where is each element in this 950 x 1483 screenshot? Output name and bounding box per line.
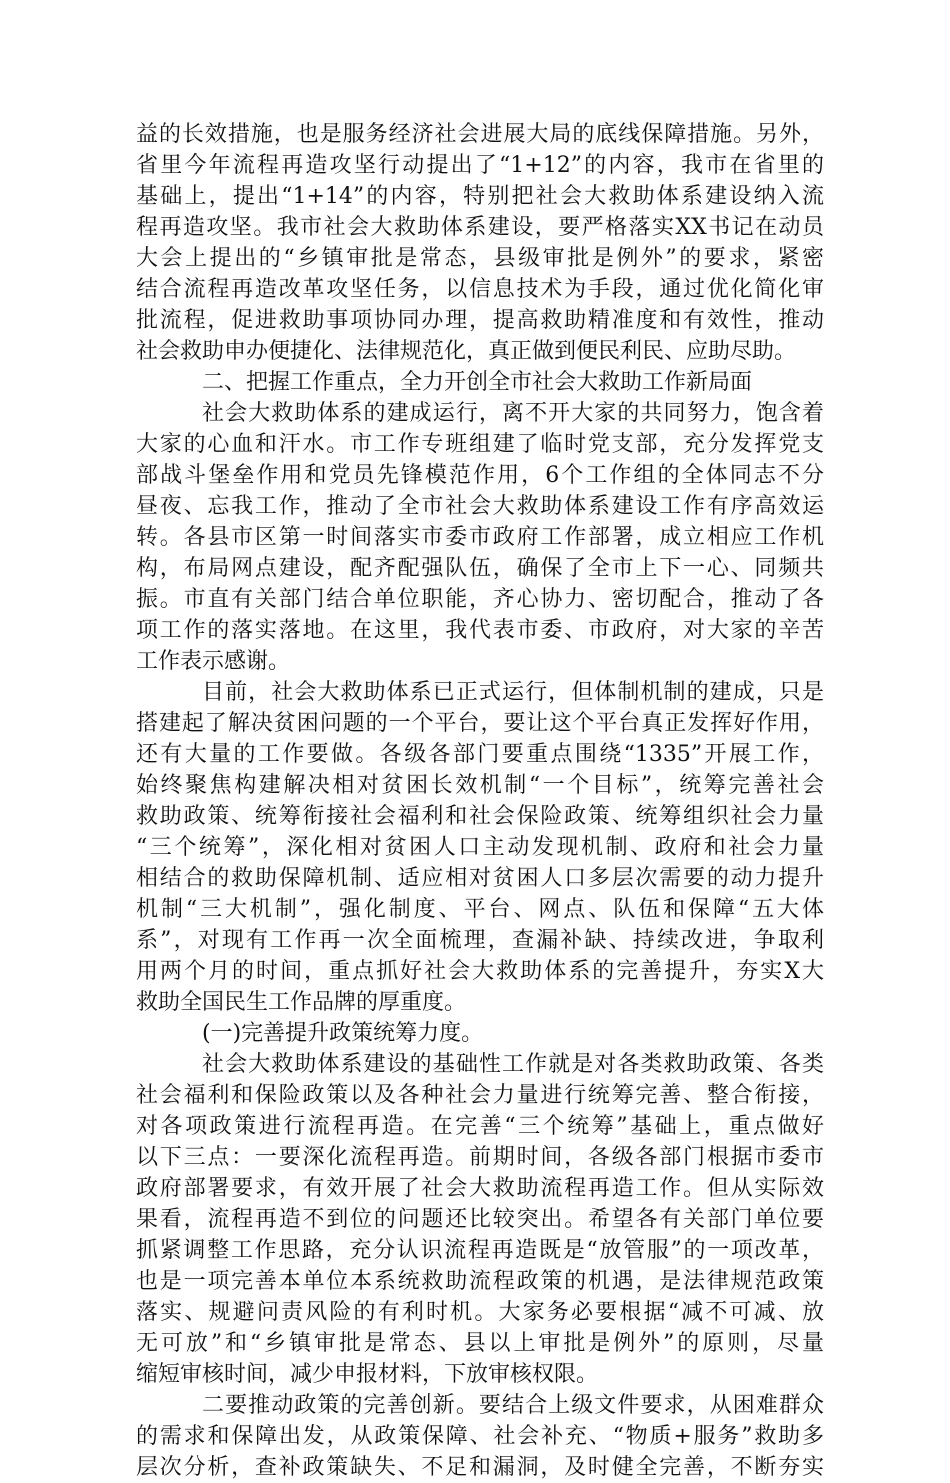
- text-line: 大会上提出的“乡镇审批是常态，县级审批是例外”的要求，紧密: [136, 246, 824, 271]
- text-line: 救助全国民生工作品牌的厚重度。: [136, 990, 467, 1015]
- text-line: 部战斗堡垒作用和党员先锋模范作用，6个工作组的全体同志不分: [136, 463, 824, 488]
- text-line: 项工作的落实落地。在这里，我代表市委、市政府，对大家的辛苦: [136, 618, 824, 643]
- text-line: 社会救助申办便捷化、法律规范化，真正做到便民利民、应助尽助。: [136, 339, 797, 364]
- text-line: 二、把握工作重点，全力开创全市社会大救助工作新局面: [202, 370, 753, 395]
- text-line: “三个统筹”，深化相对贫困人口主动发现机制、政府和社会力量: [136, 835, 824, 860]
- text-line: 大家的心血和汗水。市工作专班组建了临时党支部，充分发挥党支: [136, 432, 824, 457]
- text-line: 也是一项完善本单位本系统救助流程政策的机遇，是法律规范政策: [136, 1269, 824, 1294]
- text-line: 抓紧调整工作思路，充分认识流程再造既是“放管服”的一项改革，: [136, 1238, 824, 1263]
- text-line: 昼夜、忘我工作，推动了全市社会大救助体系建设工作有序高效运: [136, 494, 824, 519]
- text-line: 政府部署要求，有效开展了社会大救助流程再造工作。但从实际效: [136, 1176, 824, 1201]
- document-body: [136, 119, 824, 1483]
- text-line: 程再造攻坚。我市社会大救助体系建设，要严格落实XX书记在动员: [136, 215, 824, 240]
- text-line: 振。市直有关部门结合单位职能，齐心协力、密切配合，推动了各: [136, 587, 824, 612]
- text-line: 转。各县市区第一时间落实市委市政府工作部署，成立相应工作机: [136, 525, 824, 550]
- text-line: 结合流程再造改革攻坚任务，以信息技术为手段，通过优化简化审: [136, 277, 824, 302]
- text-line: 相结合的救助保障机制、适应相对贫困人口多层次需要的动力提升: [136, 866, 824, 891]
- text-line: 始终聚焦构建解决相对贫困长效机制“一个目标”，统筹完善社会: [136, 773, 824, 798]
- text-line: 还有大量的工作要做。各级各部门要重点围绕“1335”开展工作，: [136, 742, 824, 767]
- text-line: 社会大救助体系的建成运行，离不开大家的共同努力，饱含着: [202, 401, 824, 426]
- text-line: 用两个月的时间，重点抓好社会大救助体系的完善提升，夯实X大: [136, 959, 824, 984]
- text-line: 对各项政策进行流程再造。在完善“三个统筹”基础上，重点做好: [136, 1114, 824, 1139]
- text-line: 构，布局网点建设，配齐配强队伍，确保了全市上下一心、同频共: [136, 556, 824, 581]
- text-line: 目前，社会大救助体系已正式运行，但体制机制的建成，只是: [202, 680, 824, 705]
- text-line: 救助政策、统筹衔接社会福利和社会保险政策、统筹组织社会力量: [136, 804, 824, 829]
- text-line: 无可放”和“乡镇审批是常态、县以上审批是例外”的原则，尽量: [136, 1331, 824, 1356]
- text-line: 的需求和保障出发，从政策保障、社会补充、“物质+服务”救助多: [136, 1424, 824, 1449]
- text-line: 以下三点：一要深化流程再造。前期时间，各级各部门根据市委市: [136, 1145, 824, 1170]
- text-line: 社会大救助体系建设的基础性工作就是对各类救助政策、各类: [202, 1052, 824, 1077]
- text-line: 机制“三大机制”，强化制度、平台、网点、队伍和保障“五大体: [136, 897, 824, 922]
- text-line: (一)完善提升政策统筹力度。: [202, 1021, 484, 1046]
- text-line: 层次分析，查补政策缺失、不足和漏洞，及时健全完善，不断夯实: [136, 1455, 824, 1480]
- text-line: 益的长效措施，也是服务经济社会进展大局的底线保障措施。另外，: [136, 122, 824, 147]
- text-line: 批流程，促进救助事项协同办理，提高救助精准度和有效性，推动: [136, 308, 824, 333]
- text-line: 果看，流程再造不到位的问题还比较突出。希望各有关部门单位要: [136, 1207, 824, 1232]
- text-line: 工作表示感谢。: [136, 649, 291, 674]
- text-line: 社会福利和保险政策以及各种社会力量进行统筹完善、整合衔接，: [136, 1083, 824, 1108]
- text-line: 缩短审核时间，减少申报材料，下放审核权限。: [136, 1362, 599, 1387]
- text-line: 系”，对现有工作再一次全面梳理，查漏补缺、持续改进，争取利: [136, 928, 824, 953]
- text-line: 二要推动政策的完善创新。要结合上级文件要求，从困难群众: [202, 1393, 824, 1418]
- text-line: 省里今年流程再造攻坚行动提出了“1+12”的内容，我市在省里的: [136, 153, 824, 178]
- text-line: 搭建起了解决贫困问题的一个平台，要让这个平台真正发挥好作用，: [136, 711, 824, 736]
- text-line: 落实、规避问责风险的有利时机。大家务必要根据“减不可减、放: [136, 1300, 824, 1325]
- text-line: 基础上，提出“1+14”的内容，特别把社会大救助体系建设纳入流: [136, 184, 824, 209]
